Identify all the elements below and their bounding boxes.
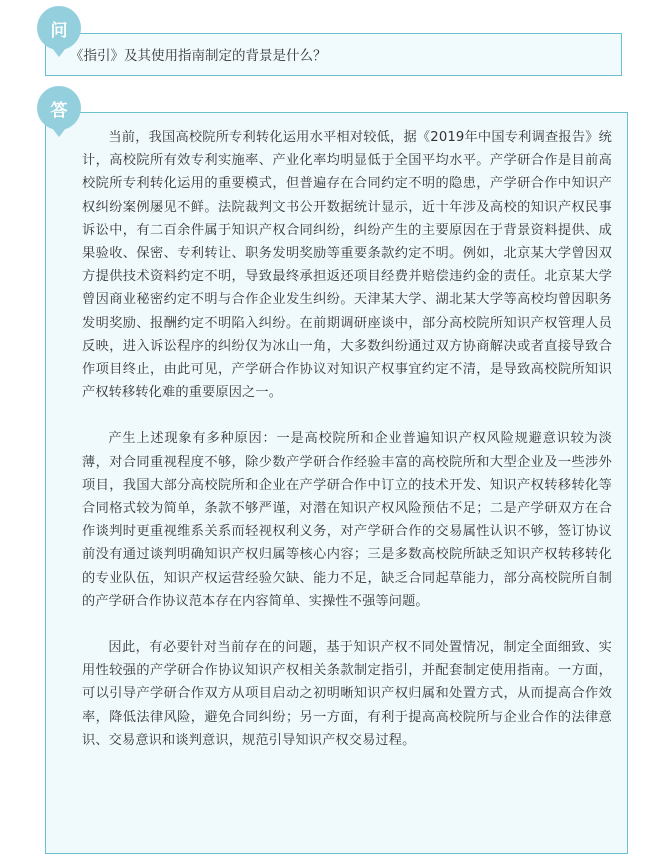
answer-paragraph-1: 当前，我国高校院所专利转化运用水平相对较低，据《2019年中国专利调查报告》统计，高校院所有效专利实施率、产业化率均明显低于全国平均水平。产学研合作是目前高校院所专利转化运用的重要模式，但普遍存在合同约定不明的隐患，产学研合作中知识产权纠纷案例屡见不鲜。法院裁判文书公开数据统计显示，近十年涉及高校的知识产权民事诉讼中，有二百余件属于知识产权合同纠纷，纠纷产生的主要原因在于背景资料提供、成果验收、保密、专利转让、职务发明奖励等重要条款约定不明。例如，北京某大学曾因双方提供技术资料约定不明，导致最终承担返还项目经费并赔偿违约金的责任。北京某大学曾因商业秘密约定不明与合作企业发生纠纷。天津某大学、湖北某大学等高校均曾因职务发明奖励、报酬约定不明陷入纠纷。在前期调研座谈中，部分高校院所知识产权管理人员反映，进入诉讼程序的纠纷仅为冰山一角，大多数纠纷通过双方协商解决或者直接导致合作项目终止，由此可见，产学研合作协议对知识产权事宜约定不清，是导致高校院所知识产权转移转化难的重要原因之一。 xyxy=(82,130,612,401)
answer-paragraph-3: 因此，有必要针对当前存在的问题，基于知识产权不同处置情况，制定全面细致、实用性较强的产学研合作协议知识产权相关条款制定指引，并配套制定使用指南。一方面，可以引导产学研合作双方从项目启动之初明晰知识产权归属和处置方式，从而提高合作效率，降低法律风险，避免合同纠纷；另一方面，有利于提高高校院所与企业合作的法律意识、交易意识和谈判意识，规范引导知识产权交易过程。 xyxy=(82,640,612,748)
question-text: 《指引》及其使用指南制定的背景是什么？ xyxy=(70,48,327,64)
answer-badge: 答 xyxy=(37,86,81,130)
answer-paragraph-2: 产生上述现象有多种原因：一是高校院所和企业普遍知识产权风险规避意识较为淡薄，对合同重视程度不够，除少数产学研合作经验丰富的高校院所和大型企业及一些涉外项目，我国大部分高校院所和企业在产学研合作中订立的技术开发、知识产权转移转化等合同格式较为简单，条款不够严谨，对潜在知识产权风险预估不足；二是产学研双方在合作谈判时更重视维系关系而轻视权利义务，对产学研合作的交易属性认识不够，签订协议前没有通过谈判明确知识产权归属等核心内容；三是多数高校院所缺乏知识产权转移转化的专业队伍，知识产权运营经验欠缺、能力不足，缺乏合同起草能力，部分高校院所自制的产学研合作协议范本存在内容简单、实操性不强等问题。 xyxy=(82,431,612,609)
question-badge: 问 xyxy=(37,6,81,50)
answer-content xyxy=(82,126,612,752)
